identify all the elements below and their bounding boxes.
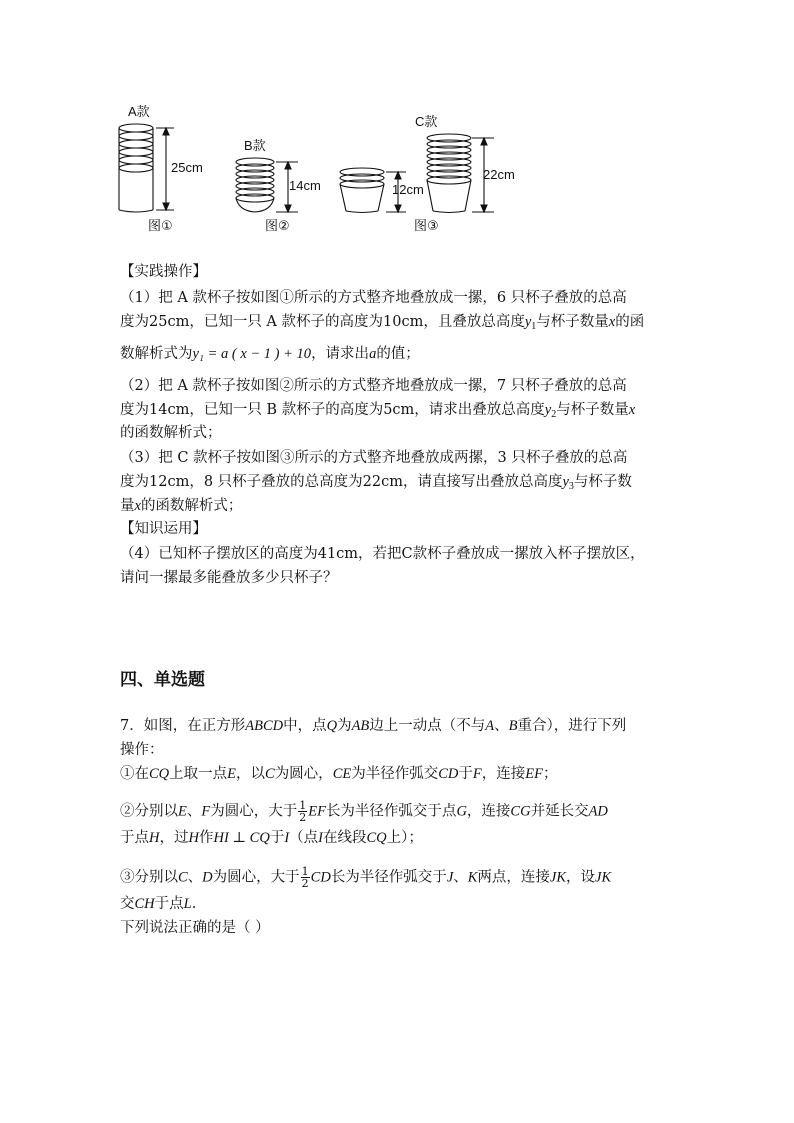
q1-line3: [120, 344, 420, 364]
var: Q: [326, 718, 338, 734]
text: 、: [187, 869, 203, 886]
text: 、: [186, 803, 202, 820]
sub: 1: [531, 321, 537, 332]
text: ；: [542, 766, 558, 782]
text: 于: [269, 830, 285, 846]
text: 的函数解析式；: [140, 498, 243, 514]
y: y: [544, 402, 552, 418]
label-b-title: B款: [244, 138, 266, 153]
knowledge-heading: 【知识运用】: [120, 521, 207, 537]
text: 度为14cm，已知一只 B 款杯子的高度为5cm，请求出叠放总高度: [120, 402, 545, 418]
section-title: 四、单选题: [120, 670, 205, 690]
var-x: x: [628, 402, 636, 418]
cup-stack-c-large: [427, 134, 471, 213]
q7-line5: [120, 828, 423, 848]
den: 2: [299, 811, 307, 824]
sub: 2: [551, 409, 557, 420]
q2-line1: （2）把 A 款杯子按如图②所示的方式整齐地叠放成一摞，7 只杯子叠放的总高: [120, 378, 627, 394]
sub: 3: [568, 481, 574, 492]
var: CE: [332, 766, 352, 782]
text: 与杯子数量: [556, 402, 629, 418]
text: ，过: [159, 830, 189, 846]
text: 于: [458, 766, 473, 782]
var: C: [178, 869, 188, 886]
var: ABCD: [245, 718, 284, 734]
text: 为圆心，大于: [210, 803, 298, 820]
text: 作: [198, 830, 214, 846]
practice-heading: 【实践操作】: [120, 264, 207, 280]
q3-line1: （3）把 C 款杯子按如图③所示的方式整齐地叠放成两摞，3 只杯子叠放的总高: [120, 450, 628, 466]
var: I: [284, 830, 290, 846]
text: ②分别以: [120, 803, 178, 820]
q1-line1: （1）把 A 款杯子按如图①所示的方式整齐地叠放成一摞，6 只杯子叠放的总高: [120, 290, 627, 306]
fraction-half: [301, 866, 310, 889]
var: I: [318, 830, 323, 846]
text: 为圆心，大于: [212, 869, 300, 886]
text: 量: [120, 498, 135, 514]
var: K: [467, 869, 478, 886]
label-fig2: 图②: [265, 218, 290, 233]
var: B: [508, 718, 518, 734]
text: 长为半径作弧交于点: [325, 803, 457, 820]
q7-line3: [120, 764, 557, 784]
y: y: [562, 474, 569, 490]
label-c-title: C款: [415, 114, 438, 129]
text: 为: [337, 718, 352, 734]
text: 中，点: [283, 718, 327, 734]
q7-line7: [120, 894, 196, 914]
den: 2: [301, 877, 309, 890]
q7-line8: 下列说法正确的是（ ）: [120, 920, 270, 936]
formula: y₁ = a ( x − 1 ) + 10: [192, 346, 312, 362]
var: AB: [351, 718, 370, 734]
cup-stack-a: [119, 124, 153, 212]
var: F: [472, 766, 482, 782]
text: ①在: [120, 766, 149, 782]
q2-line2: [120, 400, 635, 425]
text: ，连接: [466, 803, 511, 820]
var: E: [178, 803, 187, 820]
text: 重合），进行下列: [517, 718, 627, 734]
q3-line3: [120, 496, 242, 516]
text: 为圆心，: [274, 766, 333, 782]
text: 上）；: [386, 830, 423, 846]
text: ，连接: [481, 766, 526, 782]
num: 1: [299, 799, 307, 812]
text: 在线段: [323, 830, 367, 846]
cup-stack-b: [236, 158, 274, 212]
text: ，请求出: [311, 346, 370, 362]
var-y2: [545, 402, 556, 418]
text: 数解析式为: [120, 346, 193, 362]
text: 两点，连接: [477, 869, 550, 886]
var: F: [201, 803, 211, 820]
q1-line2: [120, 312, 644, 337]
text: 交: [120, 896, 135, 912]
label-fig1: 图①: [148, 218, 173, 233]
var: H: [188, 830, 199, 846]
q7-line6: [120, 866, 611, 889]
var: L: [183, 896, 192, 912]
var: C: [265, 766, 275, 782]
label-fig3: 图③: [414, 218, 439, 233]
q2-line3: 的函数解析式；: [120, 425, 222, 441]
text: 、: [494, 718, 509, 734]
label-a-height: 25cm: [171, 160, 203, 175]
text: 7．如图，在正方形: [120, 718, 246, 734]
fraction-half: [298, 800, 307, 823]
text: 并延长交: [530, 803, 589, 820]
var: CH: [134, 896, 155, 912]
text: 与杯子数量: [536, 314, 609, 330]
num: 1: [301, 865, 309, 878]
q4-line1: （4）已知杯子摆放区的高度为41cm，若把C款杯子叠放成一摞放入杯子摆放区，: [120, 546, 645, 562]
var: CD: [310, 869, 331, 886]
y: y: [524, 314, 532, 330]
text: 度为12cm，8 只杯子叠放的总高度为22cm，请直接写出叠放总高度: [120, 474, 563, 490]
text: 度为25cm，已知一只 A 款杯子的高度为10cm，且叠放总高度: [120, 314, 525, 330]
text: .: [191, 896, 197, 912]
text: 于点: [154, 896, 184, 912]
var: J: [446, 869, 454, 886]
var-x: x: [134, 498, 141, 514]
text: 的值；: [376, 346, 420, 362]
cup-stack-c-small: [340, 168, 384, 213]
label-c2-height: 22cm: [483, 167, 515, 182]
text: ③分别以: [120, 869, 178, 886]
var: CQ: [366, 830, 387, 846]
q3-line2: [120, 472, 632, 497]
var-a: a: [369, 346, 377, 362]
var: A: [485, 718, 495, 734]
var: CG: [510, 803, 531, 820]
var-y1: [525, 314, 536, 330]
text: 、: [453, 869, 468, 886]
var: CD: [438, 766, 459, 782]
q7-line1: [120, 716, 626, 736]
label-b-height: 14cm: [289, 178, 321, 193]
var: AD: [588, 803, 608, 820]
var: H: [149, 830, 160, 846]
text: ，设: [566, 869, 596, 886]
var-x: x: [608, 314, 616, 330]
var: EF: [308, 803, 326, 820]
cup-stacks-diagram: [108, 98, 528, 238]
var-y3: [562, 474, 573, 490]
text: （点: [289, 830, 319, 846]
text: 长为半径作弧交于: [330, 869, 447, 886]
var: G: [456, 803, 467, 820]
label-c1-height: 12cm: [392, 182, 424, 197]
var: D: [202, 869, 213, 886]
text: 于点: [120, 830, 149, 846]
var: EF: [525, 766, 543, 782]
text: 的函: [615, 314, 645, 330]
formula: HI ⊥ CQ: [213, 830, 270, 846]
var: CQ: [149, 766, 170, 782]
text: 上取一点: [169, 766, 228, 782]
text: ，以: [236, 766, 266, 782]
cup-figures: [108, 98, 528, 238]
var: JK: [549, 869, 567, 886]
q4-line2: 请问一摞最多能叠放多少只杯子？: [120, 570, 338, 586]
label-a-title: A款: [128, 104, 150, 119]
q7-line4: [120, 800, 608, 823]
var: E: [227, 766, 237, 782]
text: 为半径作弧交: [351, 766, 439, 782]
text: 边上一动点（不与: [369, 718, 486, 734]
var: JK: [595, 869, 612, 886]
q7-line2: 操作：: [120, 742, 164, 758]
text: 与杯子数: [573, 474, 632, 490]
